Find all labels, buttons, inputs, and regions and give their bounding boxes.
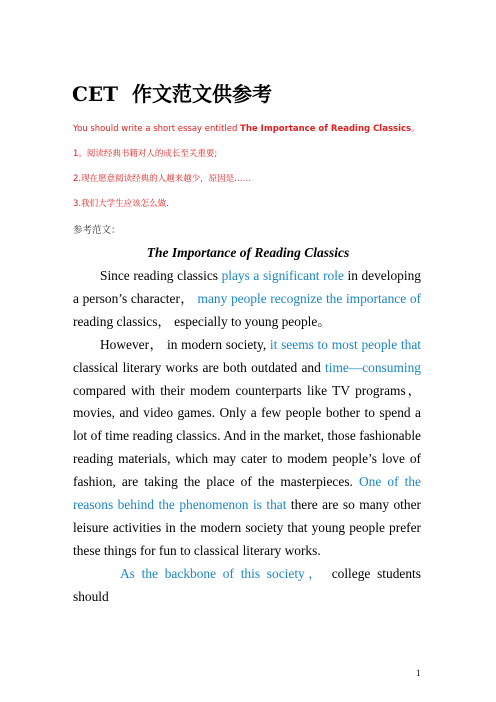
highlighted-phrase: time—consuming — [325, 359, 421, 375]
essay-body — [73, 265, 421, 609]
task-prompt — [73, 122, 420, 134]
highlighted-phrase: One of the reasons behind the phenomenon is that — [73, 474, 421, 513]
essay-paragraph-1 — [73, 265, 421, 334]
task-prompt-text: You should write a short essay entitled — [73, 124, 241, 134]
essay-title: The Importance of Reading Classics — [146, 245, 350, 260]
task-prompt-title: The Importance of Reading Classics — [240, 124, 412, 134]
essay-paragraph-3 — [73, 563, 421, 609]
essay-text: compared with their modem counterparts like TV programs， movies, and video games. Only a few people bother to spend a lot of time reading classics. And in the market, those fashionable reading materials, which may cater to modem people’s love of fashion, are taking the place of the masterpieces. — [73, 382, 421, 490]
highlighted-phrase: As the backbone of this society， — [120, 565, 332, 581]
essay-text: reading classics， especially to young people。 — [73, 313, 331, 329]
task-prompt-end: 。 — [411, 124, 420, 134]
task-point-2: 2.现在愿意阅读经典的人越来越少，原因是…… — [73, 174, 252, 184]
page-number: 1 — [416, 668, 421, 678]
title-main: 作文范文供参考 — [132, 82, 273, 106]
essay-paragraph-2 — [73, 334, 421, 563]
task-point-3: 3.我们大学生应该怎么做. — [73, 199, 169, 209]
highlighted-phrase: plays a significant role — [221, 268, 344, 283]
essay-text: Since reading classics — [100, 268, 222, 283]
essay-text: However， in modern society, — [100, 336, 270, 352]
highlighted-phrase: many people recognize the importance of — [197, 290, 421, 306]
highlighted-phrase: it seems to most people that — [269, 336, 421, 352]
essay-text: there are so many other leisure activities in the modern society that young people prefer these things for fun to classical literary works. — [73, 497, 421, 558]
essay-text: college students should — [73, 565, 421, 604]
title-cet: CET — [72, 82, 119, 106]
task-point-1: 1。阅读经典书籍对人的成长至关重要; — [73, 149, 218, 159]
page-title — [72, 78, 272, 107]
essay-text: classical literary works are both outdated and — [73, 359, 326, 375]
essay-text: in developing a person’s character， — [73, 268, 421, 306]
sample-label: 参考范文： — [73, 225, 121, 236]
